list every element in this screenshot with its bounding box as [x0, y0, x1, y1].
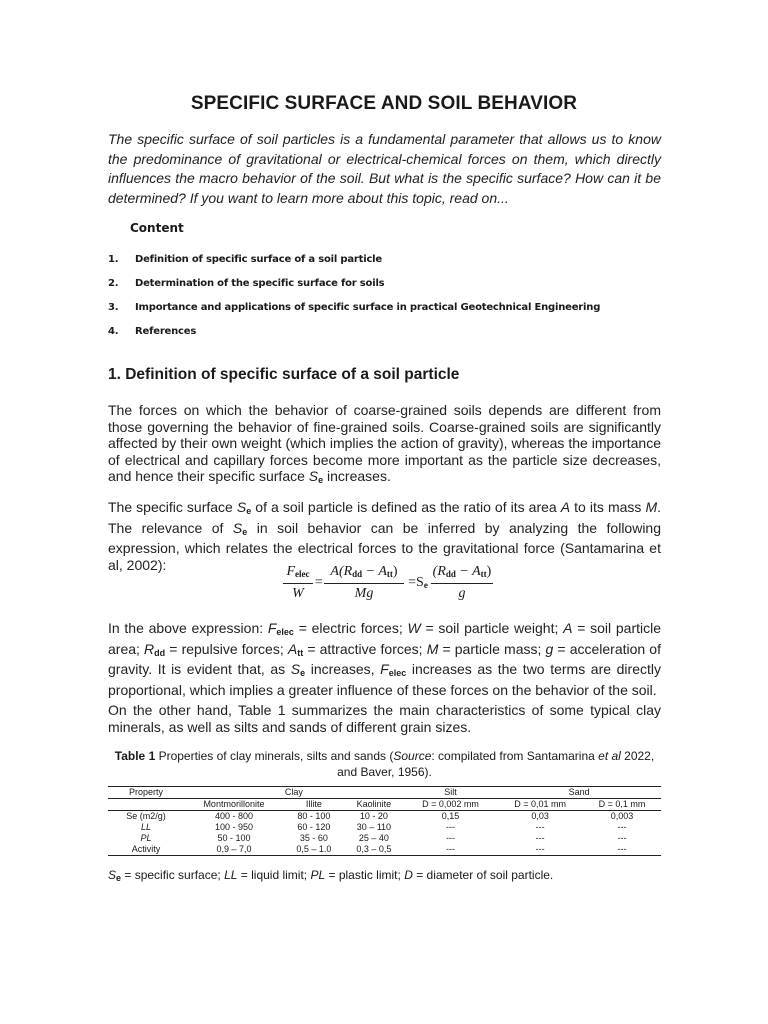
- header-empty: [108, 799, 184, 811]
- table-header-row: [108, 787, 661, 799]
- subheader-cell: D = 0,002 mm: [404, 799, 497, 811]
- toc-item[interactable]: [108, 302, 668, 326]
- paragraph-table-intro: On the other hand, Table 1 summarizes the main characteristics of some typical clay minerals, as well as silts and sands of different grain sizes.: [108, 702, 661, 735]
- toc-number: 1.: [108, 254, 119, 265]
- formula-numerator-1: $F_{elec}$: [286, 564, 310, 579]
- subheader-cell: Illite: [284, 799, 344, 811]
- table-cell: 30 – 110: [356, 822, 392, 832]
- row-label: Se (m2/g): [126, 811, 166, 821]
- table-caption: Table 1 Properties of clay minerals, silts and sands (Source: compilated from Santamarina et al 2022, and Baver, 1956).: [114, 749, 655, 779]
- row-label: LL: [140, 822, 151, 832]
- header-property: Property: [108, 787, 184, 799]
- table-cell: ---: [535, 833, 545, 843]
- subheader-cell: Montmorillonite: [184, 799, 284, 811]
- toc-number: 2.: [108, 278, 119, 289]
- formula-denominator-3: g: [458, 586, 466, 601]
- table-cell: ---: [617, 833, 627, 843]
- toc-item[interactable]: [108, 326, 668, 350]
- table-cell: ---: [404, 844, 497, 856]
- section-heading: 1. Definition of specific surface of a soil particle: [108, 366, 460, 383]
- table-cell: ---: [446, 822, 456, 832]
- formula-numerator-2: $A(R_{dd} - A_{tt})$: [330, 564, 398, 579]
- row-label: PL: [140, 833, 152, 843]
- content-heading: Content: [130, 221, 184, 235]
- table-cell: 0,3 – 0,5: [344, 844, 404, 856]
- fraction-bar: [431, 583, 493, 584]
- intro-paragraph: The specific surface of soil particles is a fundamental parameter that allows us to know the predominance of gravitational or electrical-chemical forces on them, which directly influences the macro behavior of the soil. But what is the specific surface? How can it be determined? If you want to learn more about this topic, read on...: [108, 131, 661, 206]
- table-subheader-row: [108, 799, 661, 811]
- header-clay: Clay: [184, 787, 404, 799]
- table-cell: 0,003: [610, 811, 634, 821]
- document-title: SPECIFIC SURFACE AND SOIL BEHAVIOR: [190, 93, 578, 114]
- table-cell: 0,03: [531, 811, 549, 821]
- toc-label: Determination of the specific surface for soils: [135, 278, 385, 289]
- table-cell: 10 - 20: [359, 811, 388, 821]
- fraction-bar: [283, 583, 313, 584]
- table-row: [108, 822, 661, 833]
- formula-denominator-1: W: [292, 586, 304, 601]
- fraction-bar: [324, 583, 404, 584]
- toc-label: References: [135, 326, 197, 337]
- table-row: [108, 833, 661, 844]
- table-of-contents: [108, 254, 668, 350]
- table-cell: ---: [617, 822, 627, 832]
- formula-numerator-3: $(R_{dd} - A_{tt})$: [432, 564, 492, 579]
- toc-label: Importance and applications of specific surface in practical Geotechnical Engineering: [135, 302, 601, 313]
- header-silt: Silt: [404, 787, 497, 799]
- table-cell: 0,5 – 1.0: [284, 844, 344, 856]
- properties-table: [108, 786, 661, 856]
- toc-item[interactable]: [108, 254, 668, 278]
- table-cell: ---: [535, 822, 545, 832]
- specific-surface-formula: [283, 560, 493, 608]
- table-cell: 100 - 950: [214, 822, 253, 832]
- table-row: [108, 811, 661, 823]
- table-cell: 50 - 100: [217, 833, 251, 843]
- table-cell: ---: [583, 844, 661, 856]
- table-cell: 25 – 40: [358, 833, 389, 843]
- toc-number: 4.: [108, 326, 119, 337]
- paragraph-definition: The specific surface $S_e$ of a soil particle is defined as the ratio of its area A to its mass M. The relevance of $S_e$ in soil behavior can be inferred by analyzing the following expression, which relates the electrical forces to the gravitational force (Santamarina et al, 2002):: [108, 499, 662, 573]
- table-cell: 80 - 100: [297, 811, 331, 821]
- formula-equals-se: $=S_e$: [408, 575, 428, 590]
- table-cell: 60 - 120: [297, 822, 331, 832]
- table-row: [108, 844, 661, 856]
- table-cell: 0,15: [441, 811, 460, 821]
- formula-equals: =: [315, 575, 323, 590]
- table-cell: 35 - 60: [299, 833, 328, 843]
- table-cell: 0,9 – 7,0: [184, 844, 284, 856]
- header-sand: Sand: [497, 787, 661, 799]
- subheader-cell: Kaolinite: [344, 799, 404, 811]
- toc-item[interactable]: [108, 278, 668, 302]
- subheader-cell: D = 0,1 mm: [583, 799, 661, 811]
- toc-number: 3.: [108, 302, 119, 313]
- table-cell: ---: [497, 844, 583, 856]
- table-footnote: $S_e$ = specific surface; LL = liquid limit; PL = plastic limit; D = diameter of soil particle.: [108, 868, 554, 883]
- toc-label: Definition of specific surface of a soil particle: [135, 254, 382, 265]
- paragraph-expression-terms: In the above expression: $F_{elec}$ = electric forces; W = soil particle weight; A = soil particle area; $R_{dd}$ = repulsive forces; $A_{tt}$ = attractive forces; M = particle mass; g = acceleration of gravity. It is evident that, as $S_e$ increases, $F_{elec}$ increases as the two terms are directly proportional, which implies a greater influence of these forces on the behavior of the soil.: [108, 620, 662, 698]
- table-cell: ---: [446, 833, 456, 843]
- subheader-cell: D = 0,01 mm: [497, 799, 583, 811]
- formula-denominator-2: Mg: [354, 586, 374, 601]
- row-label: Activity: [108, 844, 184, 856]
- table-cell: 400 - 800: [214, 811, 253, 821]
- paragraph-coarse-fine: The forces on which the behavior of coarse-grained soils depends are different from those governing the behavior of fine-grained soils. Coarse-grained soils are significantly affected by their own weight (which implies the action of gravity), whereas the importance of electrical and capillary forces become more important as the particle size decreases, and hence their specific surface $S_e$ increases.: [108, 402, 661, 486]
